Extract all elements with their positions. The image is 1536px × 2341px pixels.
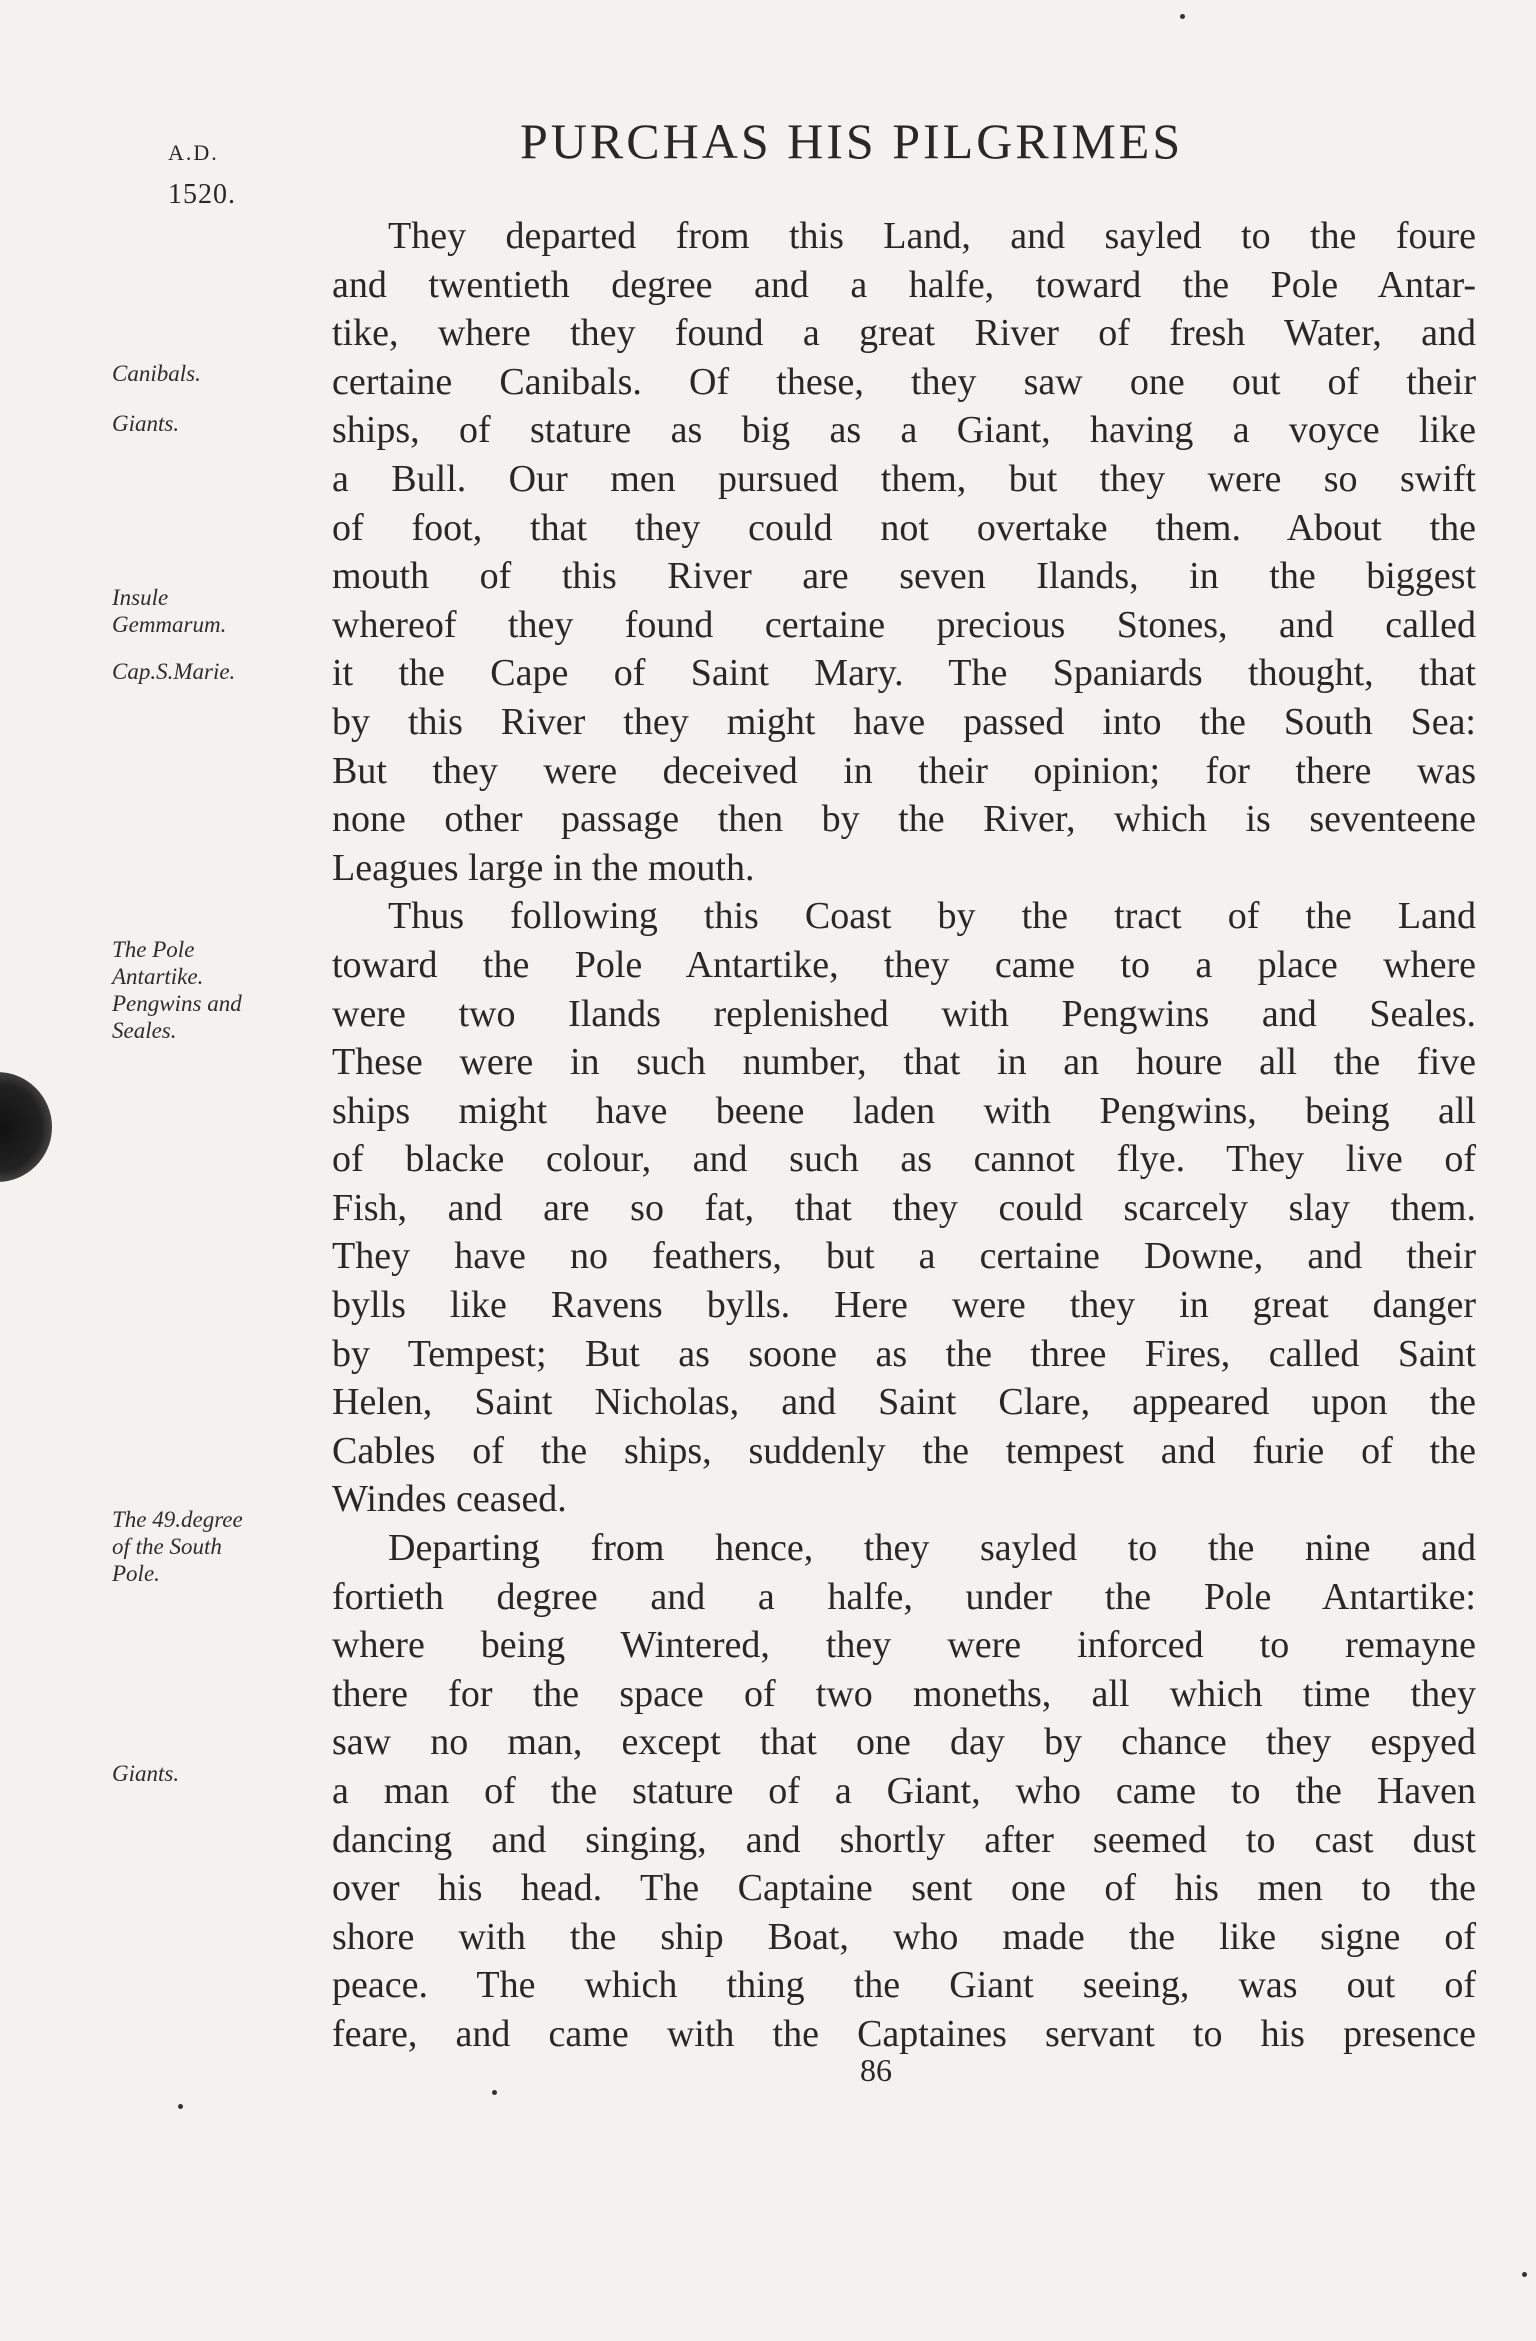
text-line: a man of the stature of a Giant, who came to the Haven xyxy=(332,1770,1476,1812)
text-line: fortieth degree and a halfe, under the Pole Antartike: xyxy=(332,1575,1476,1618)
scan-speck xyxy=(1522,2272,1527,2277)
side-note-giants-2 xyxy=(112,1760,322,1787)
text-line: by this River they might have passed into the South Sea: xyxy=(332,700,1476,743)
text-line: bylls like Ravens bylls. Here were they in great danger xyxy=(332,1284,1476,1327)
text-line: Windes ceased. xyxy=(332,1478,567,1521)
side-note-line: Canibals. xyxy=(112,361,201,386)
text-line: Departing from hence, they sayled to the nine and xyxy=(388,1527,1476,1570)
text-line: But they were deceived in their opinion; for there was xyxy=(332,749,1476,792)
text-line: dancing and singing, and shortly after seemed to cast dust xyxy=(332,1818,1476,1861)
text-line: peace. The which thing the Giant seeing, was out of xyxy=(332,1964,1476,2007)
text-line: shore with the ship Boat, who made the like signe of xyxy=(332,1915,1476,1958)
side-note-pole-antartike xyxy=(112,936,322,1044)
side-note-line: Antartike. xyxy=(112,964,204,989)
side-note-line: Pengwins and xyxy=(112,991,242,1016)
scan-speck xyxy=(492,2090,497,2095)
text-line: there for the space of two moneths, all which time they xyxy=(332,1672,1476,1715)
text-line: saw no man, except that one day by chance they espyed xyxy=(332,1721,1476,1764)
text-line: They departed from this Land, and sayled to the foure xyxy=(388,215,1476,257)
text-line: were two Ilands replenished with Pengwins and Seales. xyxy=(332,992,1476,1035)
page-number: 86 xyxy=(860,2052,892,2088)
text-line: toward the Pole Antartike, they came to a place where xyxy=(332,943,1476,986)
side-note-insule-gemmarum xyxy=(112,584,322,638)
running-title: PURCHAS HIS PILGRIMES xyxy=(520,113,1184,169)
side-note-line: The 49.degree xyxy=(112,1507,243,1532)
text-line: Cables of the ships, suddenly the tempest and furie of the xyxy=(332,1429,1476,1472)
side-note-line: Giants. xyxy=(112,411,180,436)
text-line: ships, of stature as big as a Giant, having a voyce like xyxy=(332,409,1476,452)
scan-speck xyxy=(178,2104,183,2109)
text-line: by Tempest; But as soone as the three Fires, called Saint xyxy=(332,1332,1476,1375)
side-note-line: of the South xyxy=(112,1534,222,1559)
text-line: none other passage then by the River, which is seventeene xyxy=(332,798,1476,841)
text-line: feare, and came with the Captaines servant to his presence xyxy=(332,2012,1476,2055)
text-line: tike, where they found a great River of fresh Water, and xyxy=(332,312,1476,355)
side-note-line: Giants. xyxy=(112,1761,180,1786)
side-note-canibals xyxy=(112,360,322,387)
text-line: of blacke colour, and such as cannot flye. They live of xyxy=(332,1138,1476,1181)
text-line: a Bull. Our men pursued them, but they were so swift xyxy=(332,457,1476,500)
date-year: 1520. xyxy=(168,179,236,210)
text-line: of foot, that they could not overtake them. About the xyxy=(332,506,1476,549)
text-line: where being Wintered, they were inforced to remayne xyxy=(332,1624,1476,1667)
text-line: ships might have beene laden with Pengwins, being all xyxy=(332,1089,1476,1132)
side-note-line: Seales. xyxy=(112,1018,177,1043)
text-line: whereof they found certaine precious Stones, and called xyxy=(332,603,1476,646)
text-line: it the Cape of Saint Mary. The Spaniards thought, that xyxy=(332,652,1476,695)
text-line: certaine Canibals. Of these, they saw one out of their xyxy=(332,360,1476,403)
side-note-line: Insule xyxy=(112,585,169,610)
text-line: These were in such number, that in an houre all the five xyxy=(332,1041,1476,1084)
side-note-line: The Pole xyxy=(112,937,195,962)
text-line: Helen, Saint Nicholas, and Saint Clare, appeared upon the xyxy=(332,1381,1476,1424)
date-era: A.D. xyxy=(168,140,219,165)
text-line: mouth of this River are seven Ilands, in the biggest xyxy=(332,555,1476,598)
text-line: and twentieth degree and a halfe, toward the Pole Antar- xyxy=(332,263,1476,306)
text-line: Thus following this Coast by the tract of the Land xyxy=(388,895,1476,938)
side-note-line: Pole. xyxy=(112,1561,160,1586)
text-line: over his head. The Captaine sent one of his men to the xyxy=(332,1867,1476,1910)
side-note-line: Gemmarum. xyxy=(112,612,227,637)
side-note-cap-s-marie xyxy=(112,658,322,685)
text-line: Fish, and are so fat, that they could scarcely slay them. xyxy=(332,1186,1476,1229)
scan-smudge xyxy=(0,1072,52,1182)
side-note-line: Cap.S.Marie. xyxy=(112,659,236,684)
text-line: They have no feathers, but a certaine Downe, and their xyxy=(332,1235,1476,1278)
text-line: Leagues large in the mouth. xyxy=(332,846,755,889)
side-note-49-degree xyxy=(112,1506,322,1587)
side-note-giants xyxy=(112,410,322,437)
scan-speck xyxy=(1180,14,1185,19)
body-text xyxy=(332,212,1476,2059)
margin-date xyxy=(168,132,236,216)
